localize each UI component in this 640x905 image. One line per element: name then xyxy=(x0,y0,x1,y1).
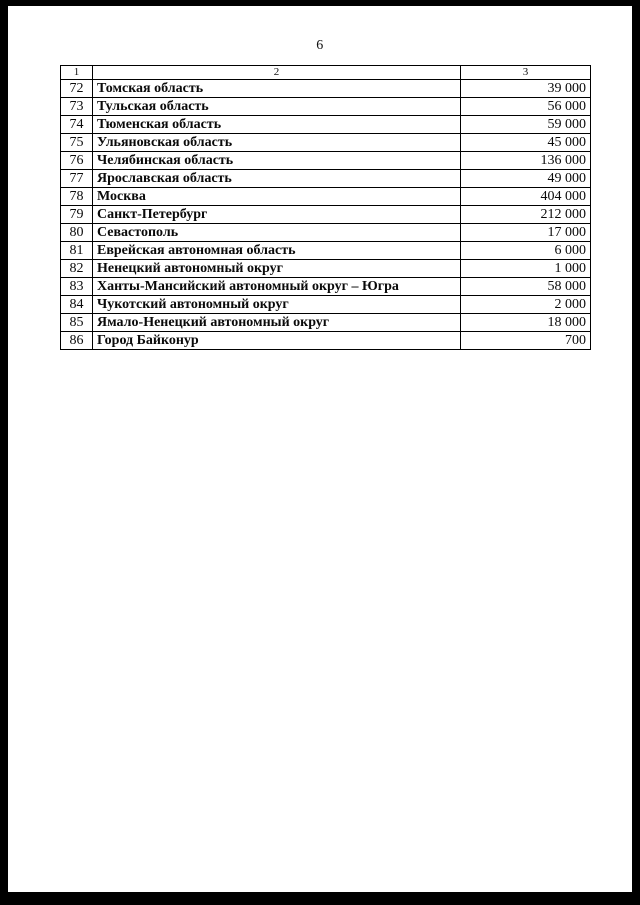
region-name-cell: Ханты-Мансийский автономный округ – Югра xyxy=(93,278,461,296)
region-name-cell: Ямало-Ненецкий автономный округ xyxy=(93,314,461,332)
region-value-cell: 58 000 xyxy=(461,278,591,296)
region-value-cell: 56 000 xyxy=(461,98,591,116)
row-number-cell: 83 xyxy=(61,278,93,296)
table-row xyxy=(61,260,591,278)
region-value-cell: 1 000 xyxy=(461,260,591,278)
region-name-cell: Севастополь xyxy=(93,224,461,242)
table-row xyxy=(61,80,591,98)
table-row xyxy=(61,134,591,152)
table-row xyxy=(61,332,591,350)
region-value-cell: 39 000 xyxy=(461,80,591,98)
region-name-cell: Тюменская область xyxy=(93,116,461,134)
row-number-cell: 80 xyxy=(61,224,93,242)
table-header-row xyxy=(61,66,591,80)
table-body xyxy=(61,80,591,350)
row-number-cell: 72 xyxy=(61,80,93,98)
region-name-cell: Томская область xyxy=(93,80,461,98)
column-header-1: 1 xyxy=(61,66,93,80)
table-row xyxy=(61,278,591,296)
table-row xyxy=(61,170,591,188)
region-name-cell: Москва xyxy=(93,188,461,206)
table-row xyxy=(61,242,591,260)
region-name-cell: Ярославская область xyxy=(93,170,461,188)
column-header-3: 3 xyxy=(461,66,591,80)
page-number: 6 xyxy=(316,38,324,53)
region-value-cell: 45 000 xyxy=(461,134,591,152)
row-number-cell: 74 xyxy=(61,116,93,134)
region-value-cell: 2 000 xyxy=(461,296,591,314)
row-number-cell: 81 xyxy=(61,242,93,260)
row-number-cell: 78 xyxy=(61,188,93,206)
table-row xyxy=(61,188,591,206)
table-row xyxy=(61,224,591,242)
region-value-cell: 700 xyxy=(461,332,591,350)
table-row xyxy=(61,98,591,116)
region-value-cell: 6 000 xyxy=(461,242,591,260)
region-name-cell: Еврейская автономная область xyxy=(93,242,461,260)
row-number-cell: 86 xyxy=(61,332,93,350)
row-number-cell: 84 xyxy=(61,296,93,314)
table-row xyxy=(61,314,591,332)
table-row xyxy=(61,116,591,134)
table-row xyxy=(61,152,591,170)
document-page xyxy=(8,6,632,892)
region-value-cell: 18 000 xyxy=(461,314,591,332)
row-number-cell: 76 xyxy=(61,152,93,170)
row-number-cell: 73 xyxy=(61,98,93,116)
region-value-cell: 404 000 xyxy=(461,188,591,206)
region-name-cell: Чукотский автономный округ xyxy=(93,296,461,314)
row-number-cell: 75 xyxy=(61,134,93,152)
region-value-cell: 59 000 xyxy=(461,116,591,134)
region-name-cell: Город Байконур xyxy=(93,332,461,350)
region-name-cell: Челябинская область xyxy=(93,152,461,170)
row-number-cell: 85 xyxy=(61,314,93,332)
region-name-cell: Ненецкий автономный округ xyxy=(93,260,461,278)
region-name-cell: Ульяновская область xyxy=(93,134,461,152)
row-number-cell: 82 xyxy=(61,260,93,278)
row-number-cell: 79 xyxy=(61,206,93,224)
column-header-2: 2 xyxy=(93,66,461,80)
table-row xyxy=(61,296,591,314)
row-number-cell: 77 xyxy=(61,170,93,188)
region-value-cell: 212 000 xyxy=(461,206,591,224)
region-value-cell: 49 000 xyxy=(461,170,591,188)
region-name-cell: Тульская область xyxy=(93,98,461,116)
region-name-cell: Санкт-Петербург xyxy=(93,206,461,224)
region-value-cell: 17 000 xyxy=(461,224,591,242)
region-value-cell: 136 000 xyxy=(461,152,591,170)
table-row xyxy=(61,206,591,224)
regions-table xyxy=(60,65,591,350)
